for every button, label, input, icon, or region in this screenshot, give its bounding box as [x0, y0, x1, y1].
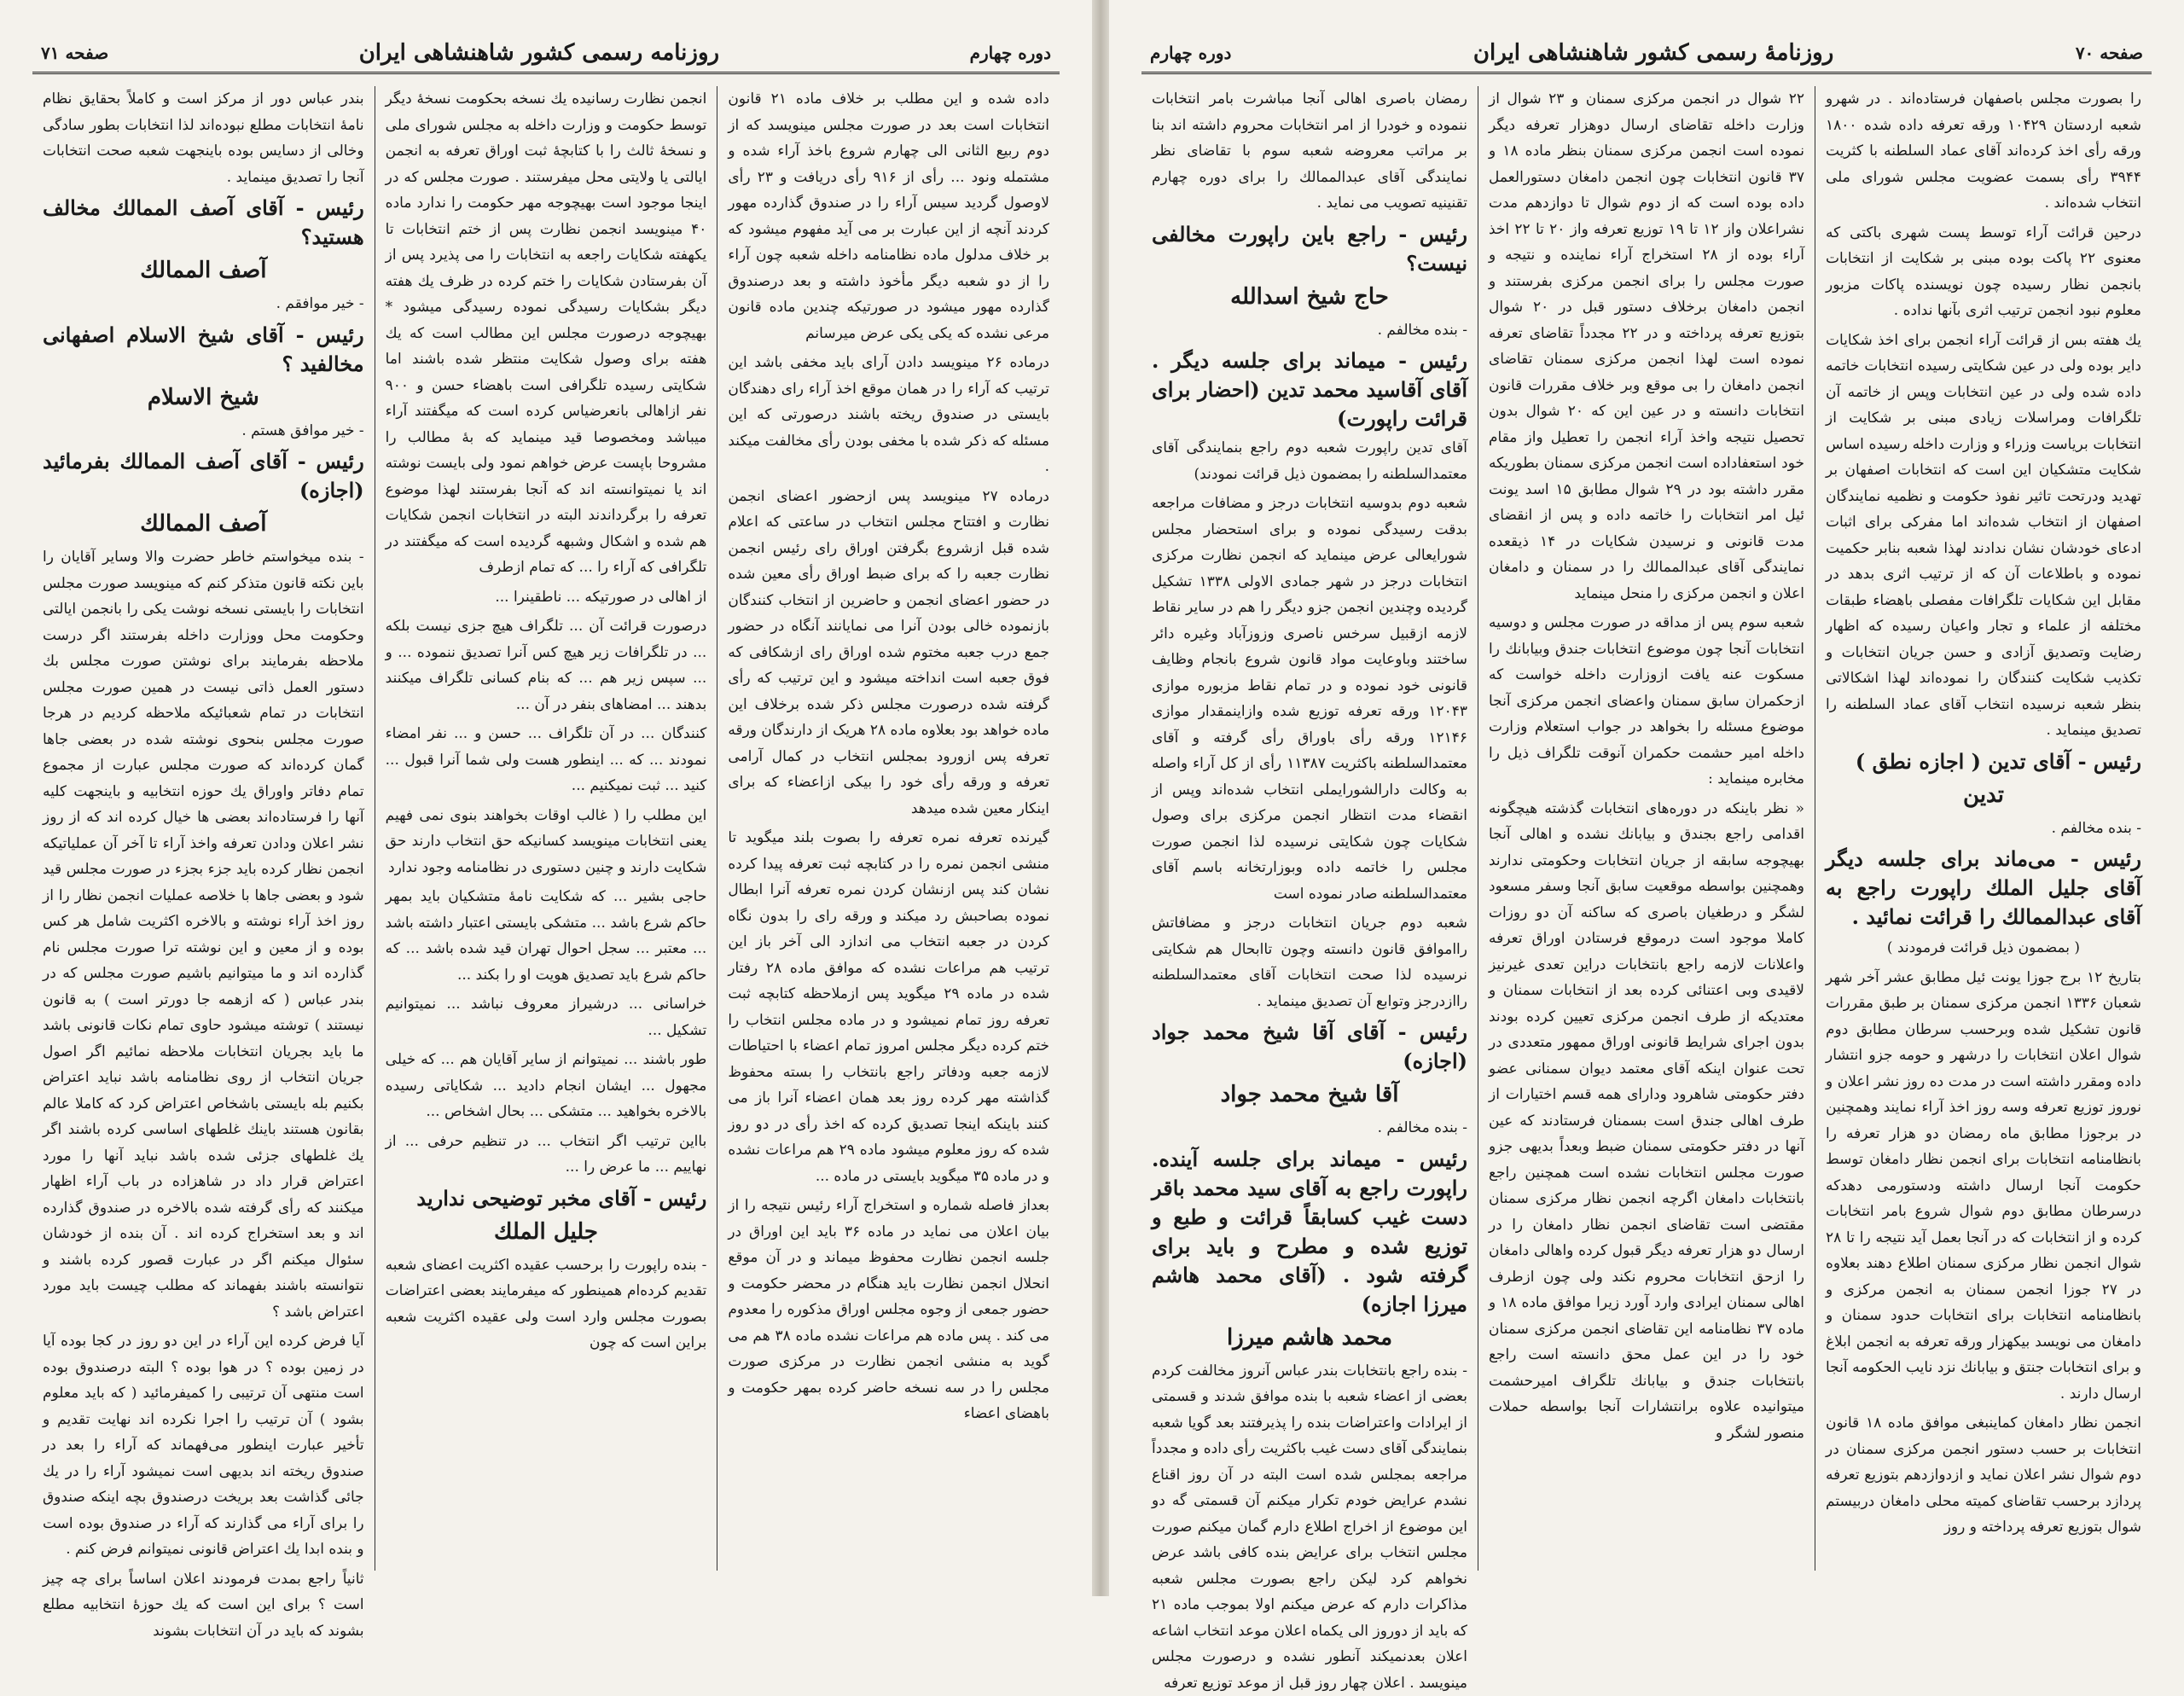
paragraph: شعبه دوم جریان انتخابات درجز و مضافاتش رااموافق قانون دانسته وچون تاابحال هم شکایتی نرسیده لذا صحت انتخابات آقای معتمدالسلطنه راازدرجز وتوابع آن تصدیق مینماید . — [1152, 910, 1467, 1014]
paragraph: بتاریخ ۱۲ برج جوزا یونت ئیل مطابق عشر آخر شهر شعبان ۱۳۳۶ انجمن مرکزی سمنان بر طبق مقررات قانون تشکیل شده وبرحسب سرطان مطابق دوم شوال اعلان انتخابات را درشهر و حومه جزو انتشار داده ومقرر داشته است در مدت ده روز نشر اعلان و نوروز توزیع تعرفه وسه روز اخذ آراء نمایند وهمچنین در برجوزا مطابق ماه رمضان دو هزار تعرفه را بانظامنامه انتخابات برای انجمن نظار دامغان توسط حکومت آنجا ارسال داشته ودستورمی دهدکه درسرطان مطابق دوم شوال شروع بامر انتخابات کرده و از انتخابات که در آنجا بعمل آید نتیجه را تا ۲۸ شوال انجمن نظار مرکزی سمنان اطلاع دهند بعلاوه در ۲۷ جوزا انجمن سمنان به انجمن مرکزی و بانظامنامه انتخابات برای انتخابات حدود سمنان و دامغان می نویسد بیکهزار ورقه تعرفه به انجمن ابلاغ و برای انتخابات جنتق و بیابانك نزد نایب الحکومه آنجا ارسال دارند . — [1826, 965, 2141, 1408]
left-page-number: صفحه ۷۱ — [41, 43, 108, 63]
left-page-columns — [32, 86, 1060, 1571]
paragraph: - بنده مخالفم . — [1152, 1115, 1467, 1141]
text-column — [375, 86, 717, 1571]
speaker-line: رئیس - راجع باین راپورت مخالفی نیست؟ — [1152, 220, 1467, 278]
right-page-header — [1141, 34, 2152, 74]
right-masthead-title: روزنامهٔ رسمی کشور شاهنشاهی ایران — [1473, 40, 1833, 66]
paragraph: ۲۲ شوال در انجمن مرکزی سمنان و ۲۳ شوال از وزارت داخله تقاضای ارسال دوهزار تعرفه دیگر نموده است انجمن مرکزی سمنان بنظر ماده ۱۸ و ۳۷ قانون انتخابات چون انجمن دامغان دستورالعمل داده بوده است که از دوم شوال تا دوازدهم مدت نشراعلان واز ۱۲ تا ۱۹ توزیع تعرفه واز ۲۰ تا ۲۲ اخذ آراء بوده از ۲۸ استخراج آراء نماینده و نتیجه و صورت مجلس را برای انجمن مرکزی بفرستند و انجمن دامغان برخلاف دستور قبل در ۲۰ شوال بتوزیع تعرفه پرداخته و در ۲۲ مجدداً تقاضای تعرفه نموده است لهذا انجمن مرکزی سمنان تقاضای انجمن دامغان را بی موقع وبر خلاف مقررات قانون انتخابات دانسته و در عین این که ۲۰ شوال بدون تحصیل نتیجه واخذ آراء انجمن را تعطیل واز مقام خود استعفاداده است انجمن مرکزی سمنان بطوریکه مقرر داشته بود در ۲۹ شوال مطابق ۱۵ اسد یونت ئیل امر انتخابات را خاتمه داده و پس از انقضای مدت قانونی و نرسیدن شکایات در ۱۴ ذیقعده نمایندگی آقای عبدالممالك را در سمنان و دامغان اعلان و انجمن مرکزی را منحل مینماید — [1489, 86, 1804, 607]
text-column — [1478, 86, 1815, 1571]
speaker-name-heading: شیخ الاسلام — [43, 382, 364, 413]
speaker-name-heading: آقا شیخ محمد جواد — [1152, 1079, 1467, 1110]
text-column — [1141, 86, 1478, 1571]
paragraph: - بنده میخواستم خاطر حضرت والا وسایر آقایان را باین نکته قانون متذکر کنم که مینویسد صورت مجلس انتخابات را بایستی نسخه نوشت یکی را بانجمن ایالتی وحکومت محل ووزارت داخله بفرستند اگر درست ملاحظه بفرمایند برای نوشتن صورت مجلس بك دستور العمل ذاتی نیست در همین صورت مجلس انتخابات در تمام شعبائیکه ملاحظه کردیم در هرجا صورت مجلس بنحوی نوشته شده در بعضی جاها گمان کرده‌اند که صورت مجلس عبارت از مجموع تمام دفاتر واوراق یك حوزه انتخابیه و باینجهت کلیه آنها را فرستاده‌اند بعضی ها خیال کرده اند که از روز نشر اعلان ودادن تعرفه واخذ آراء تا آخر آن عملیاتیکه انجمن نظار کرده باید جزء بجزء در صورت مجلس قید شود و بعضی جاها با خلاصه عملیات انجمن نظار را از روز اخذ آراء نوشته و بالاخره اکثریت شامل هر کس بوده و از معین و این نوشته ترا صورت مجلس نام گذارده اند و ما میتوانیم باشیم صورت مجلس که در بندر عباس ( که ازهمه جا دورتر است ) به قانون نیستند ) توشته میشود حاوی تمام نکات قانونی باشد ما باید بجریان انتخابات ملاحظه نمائیم اگر اصول جریان انتخاب از روی نظامنامه باشد نباید اعتراض بکنیم بله بایستی باشخاص اعتراض کرد که کاملا عالم بقانون هستند باینك غلطهای اساسی کرده باشند اگر یك غلطهای جزئی شده باشد نباید آنها را مورد اعتراض قرار داد در شاهزاده در باب آراء اظهار میکنند که رأی گرفته شده بالاخره در صندوق گذارده اند و بعد استخراج کرده اند . آن بنده از خودشان سئوال میکنم اگر در عبارت قصور کرده باشند و نتوانسته باشند بفهماند که مطلب چیست باید مورد اعتراض باشد ؟ — [43, 544, 364, 1325]
paragraph: آقای تدین راپورت شعبه دوم راجع بنمایندگی آقای معتمدالسلطنه را بمضمون ذیل قرائت نمودند) — [1152, 435, 1467, 487]
paragraph: ثانیاً راجع بمدت فرمودند اعلان اساساً برای چه چیز است ؟ برای این است که یك حوزهٔ انتخابیه مطلع بشوند که باید در آن انتخابات بشوند — [43, 1566, 364, 1645]
text-column — [1815, 86, 2152, 1571]
paragraph: درصورت قرائت آن ... تلگراف هیچ جزی نیست بلکه ... در تلگرافات زیر هیچ کس آنرا تصدیق ننموده ... و ... سپس زیر هم ... که بنام کسانی تلگراف میکنند بدهند ... امضاهای بنفر در آن ... — [386, 613, 707, 717]
paragraph: رمضان باصری اهالی آنجا مباشرت بامر انتخابات ننموده و خودرا از امر انتخابات محروم داشته اند بنا بر مراتب معروضه شعبه سوم با تقاضای نظر نمایندگی آقای عبدالممالك را برای دوره چهارم تقنینیه تصویب می نماید . — [1152, 86, 1467, 217]
left-masthead-title: روزنامه رسمی کشور شاهنشاهی ایران — [359, 40, 719, 66]
paragraph: درماده ۲۶ مینویسد دادن آرای باید مخفی باشد این ترتیب که آراء را در همان موقع اخذ آراء رای دهندگان بایستی در صندوق ریخته باشند درصورتی که این مسئله که ذکر شده با مخفی بودن رأی مخالفت میکند . — [728, 350, 1049, 480]
speaker-line: رئیس - آقای آقا شیخ محمد جواد (اجازه) — [1152, 1018, 1467, 1076]
speaker-line: رئیس - آقای آصف الممالك مخالف هستید؟ — [43, 194, 364, 252]
paragraph: شعبه دوم بدوسیه انتخابات درجز و مضافات مراجعه بدقت رسیدگی نموده و برای استحضار مجلس شورایعالی عرض مینماید که انجمن نظارت مرکزی انتخابات درجز در شهر جمادی الاولی ۱۳۳۸ تشکیل گردیده وچندین انجمن جزو دیگر را هم در سایر نقاط لازمه ازقبیل سرخس ناصری وزوزآباد وغیره دائر ساختند وباوعایت مواد قانون شروع بانجام وظایف قانونی خود نموده و در تمام نقاط مزبوره موازی ۱۲۰۴۳ ورقه تعرفه توزیع شده وازاینمقدار موازی ۱۲۱۴۶ ورقه رأی باوراق رأی گرفته و آقای معتمدالسلطنه باکثریت ۱۱۳۸۷ رأی از کل آراء واصله به وکالت دارالشورایملی انتخاب شده‌اند وپس از انقضاء مدت انتظار انجمن مرکزی برای وصول شکایات چون شکایتی نرسیده لذا انجمن صورت مجلس را خاتمه داده وبوزارتخانه باسم آقای معتمدالسلطنه صادر نموده است — [1152, 491, 1467, 907]
paragraph: - بنده راجع بانتخابات بندر عباس آنروز مخالفت کردم بعضی از اعضاء شعبه با بنده موافق شدند و قسمتی از ایرادات واعتراضات بنده را پذیرفتند بعد گویا شعبه بنمایندگی آقای دست غیب باکثریت رأی داده و مجدداً مراجعه بمجلس شده است البته در آن روز اقناع نشدم عرایض خودم تکرار میکنم آن قسمتی گه دو این موضوع از اخراج اطلاع دارم گمان میکنم صورت مجلس انتخاب برای عرایض بنده کافی باشد عرض نخواهم کرد لیکن راجع بصورت مجلس شعبه مذاکرات دارم که عرض میکنم اولا بموجب ماده ۲۱ که باید از دوروز الی یکماه اعلان موعد انتخاب اشاعه اعلان بعدنمیکند آنطور نشده و درصورت مجلس مینویسد . اعلان چهار روز قبل از موعد توزیع تعرفه — [1152, 1358, 1467, 1696]
speaker-line: رئیس - میماند برای جلسه دیگر . آقای آقاسید محمد تدین (احضار برای قرائت راپورت) — [1152, 346, 1467, 433]
left-page-header — [32, 34, 1060, 74]
right-page-number: صفحه ۷۰ — [2076, 43, 2143, 63]
speaker-name-heading: حاج شیخ اسدالله — [1152, 282, 1467, 312]
speaker-name-heading: آصف الممالك — [43, 255, 364, 286]
left-period-label: دوره چهارم — [970, 43, 1051, 63]
paragraph: کنندگان ... در آن تلگراف ... حسن و ... نفر امضاء نمودند ... که ... اینطور هست ولی شما آنرا قبول ... کنید ... ثبت نمیکنیم ... — [386, 721, 707, 799]
paragraph: شعبه سوم پس از مداقه در صورت مجلس و دوسیه انتخابات آنجا چون موضوع انتخابات جندق وبیابانك را مسکوت عنه یافت ازوزارت داخله خواست که ازحکمران سابق سمنان واعضای انجمن مرکزی آنجا موضوع مسئله را بخواهد در جواب استعلام وزارت داخله امیر حشمت حکمران آنوقت تلگراف ذیل را مخابره مینماید : — [1489, 610, 1804, 793]
paragraph: بندر عباس دور از مرکز است و کاملاً بحقایق نظام نامهٔ انتخابات مطلع نبوده‌اند لذا انتخابات بطور سادگی وخالی از دسایس بوده باینجهت شعبه صحت انتخابات آنجا را تصدیق مینماید . — [43, 86, 364, 190]
speaker-name-heading: محمد هاشم میرزا — [1152, 1322, 1467, 1353]
speaker-line: رئیس - آقای تدین ( اجازه نطق ) — [1826, 747, 2141, 776]
right-page — [1109, 0, 2184, 1596]
paragraph: - بنده مخالفم . — [1152, 317, 1467, 344]
paragraph: طور باشند ... نمیتوانم از سایر آقایان هم ... که خیلی مجهول ... ایشان انجام دادید ... شکایاتی رسیده بالاخره بخواهید ... متشکی ... بحال اشخاص ... — [386, 1047, 707, 1125]
paragraph: گیرنده تعرفه نمره تعرفه را بصوت بلند میگوید تا منشی انجمن نمره را در کتابچه ثبت تعرفه پیدا کرده نشان کند پس ازنشان کردن نمره تعرفه آنرا ابطال نموده بصاحبش رد میکند و ورقه رای را بدون نگاه کردن در جعبه انتخاب می اندازد الی آخر باز این ترتیب هم مراعات نشده که موافق ماده ۲۸ رفتار شده در ماده ۲۹ میگوید پس ازملاحظه کتابچه ثبت تعرفه روز تمام نمیشود و در ماده مجلس انتخاب را ختم کرده دیگر مجلس امروز تمام اعضاء با احتیاطات لازمه جعبه ودفاتر راجع بانتخاب را بسته محفوظ گذاشته مهر کرده روز بعد همان اعضاء آنرا باز می کنند باینکه اینجا تصدیق کرده که اخذ رأی در دو روز شده که روز معلوم میشود ماده ۲۹ هم مراعات نشده و در ماده ۳۵ میگوید بایستی در ماده ... — [728, 825, 1049, 1189]
paragraph: این مطلب را ( غالب اوقات بخواهند بنوی نمی فهیم یعنی انتخابات مینویسد کسانیکه حق انتخاب دارند حق شکایت دارند و چنین دستوری در نظامنامه وجود ندارد — [386, 803, 707, 881]
text-column — [32, 86, 375, 1571]
paragraph: را بصورت مجلس باصفهان فرستاده‌اند . در شهرو شعبه اردستان ۱۰۴۲۹ ورقه تعرفه داده شده ۱۸۰۰ ورقه رأی اخذ کرده‌اند آقای عماد السلطنه با کثریت ۳۹۴۴ رأی بسمت عضویت مجلس شورای ملی انتخاب شده‌اند . — [1826, 86, 2141, 217]
speaker-name-heading: آصف الممالك — [43, 508, 364, 539]
speaker-line: رئیس - آقای مخبر توضیحی ندارید — [386, 1184, 707, 1213]
right-period-label: دوره چهارم — [1150, 43, 1231, 63]
paragraph: داده شده و این مطلب بر خلاف ماده ۲۱ قانون انتخابات است بعد در صورت مجلس مینویسد که از دوم ربیع الثانی الی چهارم شروع باخذ آراء شده و مشتمله ونود ... رأی از ۹۱۶ رأی دریافت و ۲۳ رأی لاوصول گردید سیس آراء را در صندوق گذارده مهور کردند آنچه از این عبارت بر می آید مفهوم میشود که بر خلاف مدلول ماده نظامنامه داخله شعبه چون آراء را از دو شعبه دیگر مأخوذ داشته و بعد درصندوق گذارده مهور میشود در صورتیکه چندین ماده قانون مرعی نشده که یکی یکی عرض میرسانم — [728, 86, 1049, 346]
paragraph: بااین ترتیب اگر انتخاب ... در تنظیم حرفی ... از نهاییم ... ما عرض را ... — [386, 1129, 707, 1181]
text-column — [717, 86, 1060, 1571]
paragraph: یك هفته بس از قرائت آراء انجمن برای اخذ شکایات دایر بوده ولی در عین شکایتی رسیده انتخابات خاتمه داده شده ولی در عین انتخابات وپس از خاتمه آن تلگرافات ومراسلات زیادی مبنی بر شکایت از انتخابات بریاست وزراء و وزارت داخله رسیده اساس شکایت متشکیان این است که انتخابات اصفهان بر تهدید ودرتحت تاثیر نفوذ حکومت و نظمیه نمایندگان اصفهان از انتخاب شده‌اند اما مفرکی برای اثبات ادعای خودشان نشان ندادند لهذا شعبه بنابر حکمیت نموده و باطلاعات آن که از ترتیب اثری بدهد در مقابل این شکایات تلگرافات مفصلی باهضاء طبقات مختلفه از علماء و تجار واعیان رسیده که اظهار رضایت وتصدیق آزادی و حسن جریان انتخابات و تکذیب شکایت کنندگان را نموده‌اند لهذا اشکالاتی بنظر شعبه نرسیده انتخاب آقای عماد السلطنه را تصدیق مینماید . — [1826, 328, 2141, 744]
paragraph: - بنده مخالفم . — [1826, 816, 2141, 842]
speaker-name-heading: جلیل الملك — [386, 1217, 707, 1247]
paragraph: - خیر موافق هستم . — [43, 418, 364, 444]
paragraph: از اهالی در صورتیکه ... ناطقینرا ... — [386, 584, 707, 611]
paragraph: حاجی بشیر ... که شکایت نامهٔ متشکیان باید بمهر حاکم شرع باشد ... متشکی بایستی اعتبار داشته باشد ... معتبر ... سجل احوال تهران قید شده باشد ... که حاکم شرع باید تصدیق هویت او را بکند ... — [386, 884, 707, 988]
speaker-line: رئیس - می‌ماند برای جلسه دیگر آقای جلیل الملك راپورت راجع به آقای عبدالممالك را قرائت نمائید . — [1826, 845, 2141, 932]
speaker-line: رئیس - آقای شیخ الاسلام اصفهانی مخالفید ؟ — [43, 321, 364, 379]
book-gutter — [1092, 0, 1109, 1596]
paragraph: انجمن نظارت رسانیده یك نسخه بحکومت نسخهٔ دیگر توسط حکومت و وزارت داخله به مجلس شورای ملی و نسخهٔ ثالث را با کتابچهٔ ثبت اوراق تعرفه به انجمن ایالتی یا ولایتی محل میفرستند . صورت مجلس که در اینجا موجود است بهیچوجه مهر حکومت را ندارد ماده ۴۰ مینویسد انجمن نظارت پس از ختم انتخابات تا یکهفته شکایات راجعه به انتخابات را می پذیرد پس از آن بفرستادن شکایات را ختم کرده در ظرف یك هفته دیگر بشکایات رسیدگی نموده رسیدگی میشود * بهیچوجه درصورت مجلس این مطالب است که یك هفته برای وصول شکایت منتظر شده باشند اما شکایتی رسیده تلگرافی است باهضاء حسن و ۹۰۰ نفر ازاهالی بانعرضیاس کرده است که میگفتند آراء میباشد ومخصوصا قید مینماید که بهٔ مطالب را مشروحا باپست عرض خواهم نمود ولی بایست نوشته اند یا نمیتوانسته اند که آنجا بفرستند لهذا موضوع تعرفه را برگرداندند البته در انتخابات انجمن شکایات هم شده و اشکال وشبهه گردیده است که میگفتند در تلگرافی که آراء را ... که تمام ازطرف — [386, 86, 707, 581]
paragraph: درماده ۲۷ مینویسد پس ازحضور اعضای انجمن نظارت و افتتاح مجلس انتخاب در ساعتی که اعلام شده قبل ازشروع بگرفتن اوراق رای رئیس انجمن نظارت جعبه را که برای ضبط اوراق رأی معین شده در حضور اعضای انجمن و حاضرین از انتخاب کنندگان بازنموده خالی بودن آنرا می نمایانند آنگاه در حضور جمع درب جعبه مختوم شده اوراق رای ازشکافی که فوق جعبه است انداخته میشود و این ترتیب که رأی گرفته شده درصورت مجلس ذکر شده برخلاف این ماده خواهد بود بعلاوه ماده ۲۸ هریک از دارندگان ورقه تعرفه پس ازورود بمجلس انتخاب در کمال آرامی تعرفه و ورقه رأی خود را بیکی ازاعضاء که برای اینکار معین شده میدهد — [728, 484, 1049, 822]
paragraph: درحین قرائت آراء توسط پست شهری باکتی که معنوی ۲۲ پاکت بوده مبنی بر شکایت از انتخابات بانجمن نظار رسیده چون نویسنده پاکات مزبور معلوم نبود انجمن ترتیب اثری بآنها نداده . — [1826, 220, 2141, 324]
speaker-name-heading: تدین — [1826, 780, 2141, 810]
speaker-line: رئیس - میماند برای جلسه آینده. راپورت راجع به آقای سید محمد باقر دست غیب کسابقاً قرائت و طبع و توزیع شده و مطرح و باید برای گرفته شود . (آقای محمد هاشم میرزا اجازه) — [1152, 1145, 1467, 1319]
left-page — [0, 0, 1092, 1596]
paragraph: بعداز فاصله شماره و استخراج آراء رئیس نتیجه را از بیان اعلان می نماید در ماده ۳۶ باید این اوراق در جلسه انجمن نظارت محفوظ میماند و در آن موقع انحلال انجمن نظارت باید هنگام در محضر حکومت و حضور جمعی از وجوه مجلس اوراق مذکوره را معدوم می کند . پس ماده هم مراعات نشده ماده ۳۸ هم می گوید به منشی انجمن نظارت در مرکزی صورت مجلس را در سه نسخه حاضر کرده بمهر حکومت و باهضای اعضاء — [728, 1193, 1049, 1427]
speaker-line: رئیس - آقای آصف الممالك بفرمائید (اجازه) — [43, 447, 364, 505]
paragraph: انجمن نظار دامغان کماینبغی موافق ماده ۱۸ قانون انتخابات بر حسب دستور انجمن مرکزی سمنان در دوم شوال نشر اعلان نماید و ازدوازدهم بتوزیع تعرفه پردازد برحسب تقاضای کمیته محلی دامغان دربیستم شوال بتوزیع تعرفه پرداخته و روز — [1826, 1410, 2141, 1541]
centered-note: ( بمضمون ذیل قرائت فرمودند ) — [1826, 935, 2141, 961]
paragraph: - خیر موافقم . — [43, 291, 364, 317]
paragraph: - بنده راپورت را برحسب عقیده اکثریت اعضای شعبه تقدیم کرده‌ام همینطور که میفرمایند بعضی اعتراضات بصورت مجلس وارد است ولی عقیده اکثریت شعبه براین است که چون — [386, 1252, 707, 1356]
paragraph: « نظر باینکه در دوره‌های انتخابات گذشته هیچگونه اقدامی راجع بجندق و بیابانك نشده و اهالی آنجا بهیچوجه سابقه از جریان انتخابات وحکومتی ندارند وهمچنین بواسطه موقعیت سابق آنجا وسفر مسعود لشگر و درطغیان باصری که ساکنه آن دو روزات کاملا موجود است درموقع فرستادن اوراق تعرفه واعلانات لازمه راجع بانتخابات دراین تعدی غیرنیز لاقیدی وبی اعتنائی کرده بعد از انتخابات سمنان و معتدیکه از طرف انجمن مرکزی تعیین کرده بودند بدون اجرای شرایط قانونی اوراق ممهور متعددی در تحت عنوان اینکه آقای معتمد دیوان سمنانی عضو دفتر حکومتی شاهرود ودارای همه قسم اختیارات از طرف اهالی جندق است بسمنان فرستادند که عین آنها در دفتر حکومتی سمنان ضبط وبعداً بدیهی جزو صورت مجلس انتخابات نشده است همچنین راجع بانتخابات دامغان اگرچه انجمن نظار مرکزی سمنان مقتضی است تقاضای انجمن نظار دامغان را در ارسال دو هزار تعرفه دیگر قبول کرده واهالی دامغان را ازحق انتخابات محروم نکند ولی چون ازطرف اهالی سمنان ایرادی وارد آورد زیرا موافق ماده ۱۸ و ماده ۳۷ نظامنامه این تقاضای انجمن مرکزی سمنان خود را در این عمل محق دانسته است راجع بانتخابات جندق و بیابانك تلگراف امیرحشمت میتوانیده علاوه برانتشارات آنجا بواسطه حملات منصور لشگر و — [1489, 796, 1804, 1447]
paragraph: آیا فرض کرده این آراء در این دو روز در کجا بوده آیا در زمین بوده ؟ در هوا بوده ؟ البته درصندوق بوده است منتهی آن ترتیبی را کمیفرمائید ( که باید معلوم بشود ) آن ترتیب را اجرا نکرده اند نهایت تقدیم و تأخیر عبارت اینطور می‌فهماند که آراء را بعد در صندوق ریخته اند بدیهی است نمیشود آراء را در یك جائی گذاشت بعد بریخت درصندوق بچه اینکه صندوق را برای آراء می گذارند که آراء در صندوق بوده است و بنده ابدا یك اعتراض قانونی نمیتوانم فرض کنم . — [43, 1328, 364, 1563]
right-page-columns — [1141, 86, 2152, 1571]
paragraph: خراسانی ... درشیراز معروف نباشد ... نمیتوانیم تشکیل ... — [386, 991, 707, 1043]
